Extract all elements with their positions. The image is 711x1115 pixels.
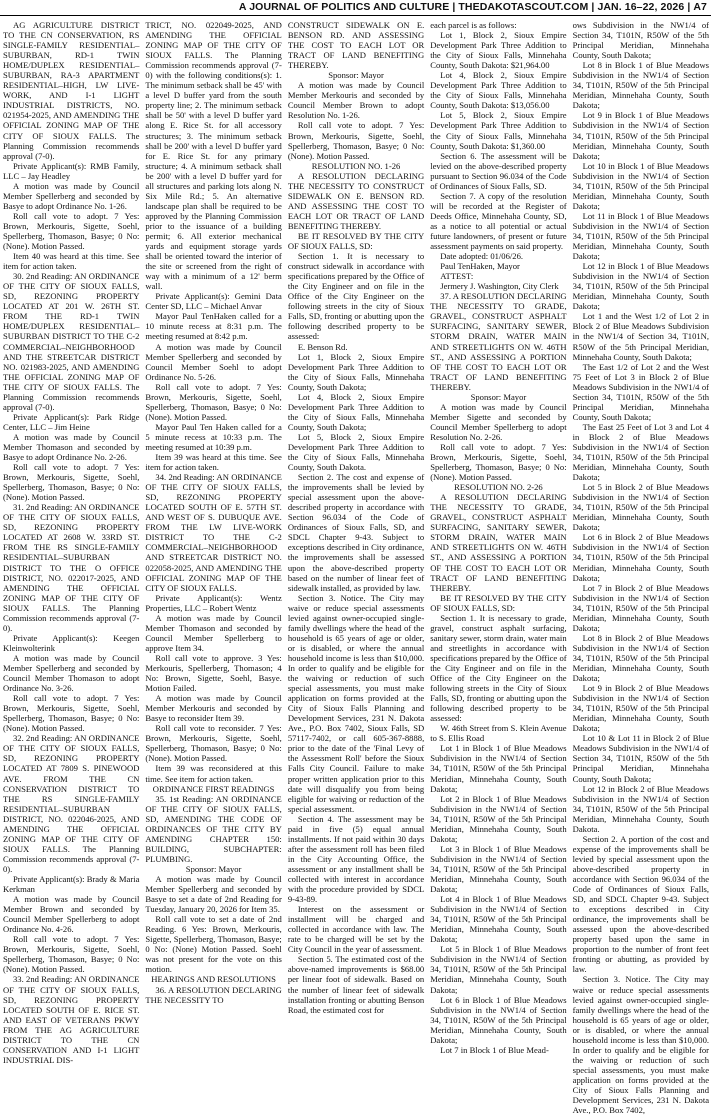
paragraph: A motion was made by Council Member Brown and seconded by Council Member Spellerberg to adopt Ordinance No. 4-26. [3, 894, 140, 935]
paragraph: Interest on the assessment or installment will be charged and collected in accordance with law. The rate to be charged will be set by the City Council in the year of assessment. [287, 904, 425, 955]
column-4 [430, 20, 566, 1080]
paragraph: Section 7. A copy of the resolution will be recorded at the Register of Deeds Office, Minnehaha County, SD, as a notice to all potential or actual future landowners, of present or future assessment payments on said property. [430, 190, 567, 252]
paragraph: Roll call vote to reconsider. 7 Yes: Brown, Merkouris, Sigette, Soehl, Spellerberg, Thomason, Basye; 0 No: (None). Motion Passed. [145, 723, 282, 764]
paragraph: Lot 1, Block 2, Sioux Empire Development Park Three Addition to the City of Sioux Falls, Minnehaha County, South Dakota; [287, 351, 425, 392]
paragraph: Lot 5, Block 2, Sioux Empire Development Park Three Addition to the City of Sioux Falls, Minnehaha County, South Dakota. [287, 431, 425, 473]
paragraph: Roll call vote to set a date of 2nd Reading. 6 Yes: Brown, Merkouris, Sigette, Spellerberg, Thomason, Basye; 0 No: (None) Motion Passed. Soehl was not present for the vote on this motion. [145, 914, 282, 975]
paragraph: Section 1. It is necessary to construct sidewalk in accordance with specifications prepared by the Office of the City Engineer and on file in the Office of the City Engineer on the following streets in the city of Sioux Falls, SD, fronting or abutting upon the following described property to be assessed: [287, 251, 425, 342]
paragraph: 36. A RESOLUTION DECLARING THE NECESSITY TO [145, 984, 282, 1005]
paragraph: Lot 7 in Block 2 of Blue Meadows Subdivision in the NW1/4 of Section 34, T101N, R50W of the 5th Principal Meridian, Minnehaha County, South Dakota; [572, 582, 710, 633]
paragraph: Section 2. The cost and expense of the improvements shall be levied by special assessment upon the above-described property in accordance with Section 96.034 of the Code of Ordinances of Sioux Falls, SD, and SDCL Chapter 9-43. Subject to exceptions described in City ordinance, the improvements shall be assessed upon the above-described property based on the number of linear feet of sidewalk installed, as provided by law. [287, 472, 425, 593]
paragraph: Mayor Paul Ten Haken called for a 5 minute recess at 10:33 p.m. The meeting resumed at 10:39 p.m. [145, 421, 282, 452]
paragraph: Lot 3 in Block 1 of Blue Meadows Subdivision in the NW1/4 of Section 34, T101N, R50W of the 5th Principal Meridian, Minnehaha County, South Dakota; [430, 843, 567, 895]
column-5 [572, 20, 710, 1115]
legal-notice-columns [3, 20, 710, 1115]
paragraph: RESOLUTION NO. 1-26 [311, 160, 401, 171]
paragraph: Roll call vote to adopt. 7 Yes: Brown, Merkouris, Sigette, Soehl, Spellerberg, Thomason, Basye; 0 No: (None). Motion Passed. [145, 381, 282, 422]
paragraph: Item 40 was heard at this time. See item for action taken. [3, 251, 140, 272]
paragraph: CONSTRUCT SIDEWALK ON E. BENSON RD. AND ASSESSING THE COST TO EACH LOT OR TRACT OF LAND BENEFITING THEREBY. [287, 20, 425, 71]
paragraph: Section 3. Notice. The City may waive or reduce special assessments levied against owner-occupied single-family dwellings where the head of the household is 65 years of age or older, or is disabled, or where the annual household income is less than $10,000. In order to qualify and be eligible for the waiving or reduction of such special assessments, you must make application on forms provided at the City of Sioux Falls Planning and Development Services, 231 N. Dakota Ave., P.O. Box 7402, [572, 974, 710, 1115]
column-3 [288, 20, 424, 1080]
paragraph: Section 2. A portion of the cost and expense of the improvements shall be levied by special assessment upon the above-described property in accordance with Section 96.034 of the Code of Ordinances of Sioux Falls, SD, and SDCL Chapter 9-43. Subject to exceptions described in City ordinance, the improvements shall be assessed upon the above-described property based upon the same in proportion to the number of front feet fronting or abutting, as provided by law. [572, 833, 710, 975]
paragraph: Date adopted: 01/06/26. [440, 251, 524, 262]
column-1 [3, 20, 139, 1080]
paragraph: Sponsor: Mayor [185, 863, 242, 874]
paragraph: Section 5. The estimated cost of the above-named improvements is $68.00 per linear foot of sidewalk. Based on the number of linear feet of sidewalk installation fronting or abutting Benson Road, the estimated cost for [287, 954, 425, 1015]
issue-dates: JAN. 16–22, 2026 [597, 1, 685, 13]
paragraph: each parcel is as follows: [430, 20, 517, 30]
paragraph: E. Benson Rd. [297, 341, 348, 352]
paragraph: Lot 2 in Block 1 of Blue Meadows Subdivision in the NW1/4 of Section 34, T101N, R50W of the 5th Principal Meridian, Minnehaha County, South Dakota; [430, 793, 567, 844]
paragraph: W. 46th Street from S. Klein Avenue to S. Ellis Road [430, 723, 567, 744]
paragraph: 31. 2nd Reading: AN ORDINANCE OF THE CITY OF SIOUX FALLS, SD, REZONING PROPERTY LOCATED AT 2608 W. 33RD ST. FROM THE RS SINGLE-FAMILY RESIDENTIAL–SUBURBAN DISTRICT TO THE O OFFICE DISTRICT, NO. 022017-2025, AND AMENDING THE OFFICIAL ZONING MAP OF THE CITY OF SIOUX FALLS. The Planning Commission recommends approval (7-0). [3, 502, 140, 633]
paragraph: Sponsor: Mayor [470, 391, 527, 402]
paragraph: ORDINANCE FIRST READINGS [152, 783, 275, 794]
paragraph: 32. 2nd Reading: AN ORDINANCE OF THE CITY OF SIOUX FALLS, SD, REZONING PROPERTY LOCATED AT 7809 S. PINEWOOD AVE. FROM THE CN CONSERVATION DISTRICT TO THE RS SINGLE-FAMILY RESIDENTIAL–SUBURBAN DISTRICT, NO. 022046-2025, AND AMENDING THE OFFICIAL ZONING MAP OF THE CITY OF SIOUX FALLS. The Planning Commission recommends approval (7-0). [3, 733, 140, 874]
paragraph: Lot 4, Block 2, Sioux Empire Development Park Three Addition to the City of Sioux Falls, Minnehaha County, South Dakota; [287, 391, 425, 432]
paragraph: Lot 6 in Block 2 of Blue Meadows Subdivision in the NW1/4 of Section 34, T101N, R50W of the 5th Principal Meridian, Minnehaha County, South Dakota; [572, 532, 710, 583]
paragraph: 34. 2nd Reading: AN ORDINANCE OF THE CITY OF SIOUX FALLS, SD, REZONING PROPERTY LOCATED SOUTH OF E. 57TH ST. AND WEST OF S. DUBUQUE AVE. FROM THE LW LIVE-WORK DISTRICT TO THE C-2 COMMERCIAL–NEIGHBORHOOD AND STREETCAR DISTRICT NO. 022058-2025, AND AMENDING THE OFFICIAL ZONING MAP OF THE CITY OF SIOUX FALLS. [145, 472, 282, 593]
paragraph: Lot 5 in Block 2 of Blue Meadows Subdivision in the NW1/4 of Section 34, T101N, R50W of the 5th Principal Meridian, Minnehaha County, South Dakota; [572, 482, 710, 533]
paragraph: A RESOLUTION DECLARING THE NECESSITY TO GRADE, GRAVEL, CONSTRUCT ASPHALT SURFACING, SANITARY SEWER, STORM DRAIN, WATER MAIN AND STREETLIGHTS ON W. 46TH ST., AND ASSESSING A PORTION OF THE COST TO EACH LOT OR TRACT OF LAND BENEFITING THEREBY. [430, 492, 567, 593]
paragraph: 35. 1st Reading: AN ORDINANCE OF THE CITY OF SIOUX FALLS, SD, AMENDING THE CODE OF ORDINANCES OF THE CITY BY AMENDING CHAPTER 150: BUILDING, SUBCHAPTER: PLUMBING. [145, 793, 282, 864]
paragraph: Section 3. Notice. The City may waive or reduce special assessments levied against owner-occupied single-family dwellings where the head of the household is 65 years of age or older, or is disabled, or where the annual household income is less than $10,000. In order to qualify and be eligible for the waiving or reduction of such special assessments, you must make application on forms provided at the City of Sioux Falls Planning and Development Services, 231 N. Dakota Ave., P.O. Box 7402, Sioux Falls, SD 57117-7402, or call 605-367-8888, prior to the date of the 'Final Levy of the Assessment Roll' before the Sioux Falls City Council. Failure to make proper written application prior to this date will disqualify you from being eligible for waiving or reduction of the special assessment. [287, 592, 425, 814]
paragraph: BE IT RESOLVED BY THE CITY OF SIOUX FALLS, SD: [430, 592, 567, 613]
paragraph: 37. A RESOLUTION DECLARING THE NECESSITY TO GRADE, GRAVEL, CONSTRUCT ASPHALT SURFACING, SANITARY SEWER, STORM DRAIN, WATER MAIN AND STREETLIGHTS ON W. 46TH ST., AND ASSESSING A PORTION OF THE COST TO EACH LOT OR TRACT OF LAND BENEFITING THEREBY. [430, 291, 567, 392]
paragraph: The East 25 Feet of Lot 3 and Lot 4 in Block 2 of Blue Meadows Subdivision in the NW1/4 of Section 34, T101N, R50W of the 5th Principal Meridian, Minnehaha County, South Dakota; [572, 421, 710, 483]
paragraph: A motion was made by Council Member Spellerberg and seconded by Basye to set a date of 2nd Reading for Tuesday, January 20, 2026 for Item 35. [145, 873, 282, 915]
paragraph: Item 39 was reconsidered at this time. See item for action taken. [145, 763, 282, 784]
paragraph: Roll call vote to adopt. 7 Yes: Brown, Merkouris, Sigette, Soehl, Spellerberg, Thomason, Basye; 0 No: (None). Motion Passed. [3, 934, 140, 975]
page-masthead: A JOURNAL OF POLITICS AND CULTURE | THEDAKOTASCOUT.COM | JAN. 16–22, 2026 | A7 [0, 0, 711, 16]
paragraph: Section 4. The assessment may be paid in five (5) equal annual installments. If not paid within 30 days after the assessment roll has been filed in the City Accounting Office, the assessment or any installment shall be collected with interest in accordance with the procedure provided by SDCL 9-43-89. [287, 813, 425, 905]
paragraph: Lot 5, Block 2, Sioux Empire Development Park Three Addition to the City of Sioux Falls, Minnehaha County, South Dakota: $1,360.00 [430, 110, 567, 151]
paragraph: A motion was made by Council Member Spellerberg and seconded by Basye to adopt Ordinance No. 1-26. [3, 180, 140, 211]
paragraph: Private Applicant(s): Keegen Kleinwolterink [3, 632, 140, 653]
paragraph: Lot 1, Block 2, Sioux Empire Development Park Three Addition to the City of Sioux Falls, Minnehaha County, South Dakota: $21,964.00 [430, 30, 567, 71]
paragraph: Lot 4, Block 2, Sioux Empire Development Park Three Addition to the City of Sioux Falls, Minnehaha County, South Dakota: $13,056.00 [430, 70, 567, 111]
paragraph: Lot 1 in Block 1 of Blue Meadows Subdivision in the NW1/4 of Section 34, T101N, R50W of the 5th Principal Meridian, Minnehaha County, South Dakota; [430, 743, 567, 794]
paragraph: Paul TenHaken, Mayor [440, 261, 520, 272]
column-2 [145, 20, 281, 1080]
paragraph: Lot 8 in Block 2 of Blue Meadows Subdivision in the NW1/4 of Section 34, T101N, R50W of the 5th Principal Meridian, Minnehaha County, South Dakota; [572, 632, 710, 684]
paragraph: Roll call vote to adopt. 7 Yes: Brown, Merkouris, Sigette, Soehl, Spellerberg, Thomason, Basye; 0 No: (None). Motion Passed. [3, 210, 140, 252]
paragraph: AG AGRICULTURE DISTRICT TO THE CN CONSERVATION, RS SINGLE-FAMILY RESIDENTIAL–SUBURBAN, RD-1 TWIN HOME/DUPLEX RESIDENTIAL–SUBURBAN, RA-3 APARTMENT RESIDENTIAL–HIGH, LW LIVE-WORK, AND I-1 LIGHT INDUSTRIAL DISTRICTS, NO. 021954-2025, AND AMENDING THE OFFICIAL ZONING MAP OF THE CITY OF SIOUX FALLS. The Planning Commission recommends approval (7-0). [3, 20, 140, 161]
publication-tagline: A JOURNAL OF POLITICS AND CULTURE [238, 1, 450, 13]
paragraph: 30. 2nd Reading: AN ORDINANCE OF THE CITY OF SIOUX FALLS, SD, REZONING PROPERTY LOCATED AT 201 W. 26TH ST. FROM THE RD-1 TWIN HOME/DUPLEX RESIDENTIAL–SUBURBAN DISTRICT TO THE C-2 COMMERCIAL–NEIGHBORHOOD AND THE STREETCAR DISTRICT NO. 021983-2025, AND AMENDING THE OFFICIAL ZONING MAP OF THE CITY OF SIOUX FALLS. The Planning Commission recommends approval (7-0). [3, 271, 140, 412]
paragraph: Private Applicant(s): Park Ridge Center, LLC – Jim Heine [3, 411, 140, 432]
paragraph: Private Applicant(s): RMB Family, LLC – Jay Headley [3, 160, 140, 181]
paragraph: Lot 4 in Block 1 of Blue Meadows Subdivision in the NW1/4 of Section 34, T101N, R50W of the 5th Principal Meridian, Minnehaha County, South Dakota; [430, 894, 567, 945]
paragraph: Roll call vote to adopt. 7 Yes: Brown, Merkouris, Sigette, Soehl, Spellerberg, Thomason, Basye; 0 No: (None). Motion Passed. [3, 693, 140, 734]
paragraph: RESOLUTION NO. 2-26 [454, 482, 543, 493]
paragraph: Lot 7 in Block 1 of Blue Mead- [440, 1044, 549, 1055]
paragraph: Lot 10 in Block 1 of Blue Meadows Subdivision in the NW1/4 of Section 34, T101N, R50W of the 5th Principal Meridian, Minnehaha County, South Dakota; [572, 160, 710, 211]
paragraph: Item 39 was heard at this time. See item for action taken. [145, 452, 282, 473]
paragraph: A RESOLUTION DECLARING THE NECESSITY TO CONSTRUCT SIDEWALK ON E. BENSON RD. AND ASSESSING THE COST TO EACH LOT OR TRACT OF LAND BENEFITING THEREBY. [287, 170, 425, 231]
paragraph: Lot 9 in Block 1 of Blue Meadows Subdivision in the NW1/4 of Section 34, T101N, R50W of the 5th Principal Meridian, Minnehaha County, South Dakota; [572, 110, 710, 161]
paragraph: A motion was made by Council Member Spellerberg and seconded by Council Member Thomason to adopt Ordinance No. 3-26. [3, 652, 140, 694]
paragraph: The East 1/2 of Lot 2 and the West 75 Feet of Lot 3 in Block 2 of Blue Meadows Subdivision in the NW1/4 of Section 34, T101N, R50W of the 5th Principal Meridian, Minnehaha County, South Dakota; [572, 361, 710, 422]
paragraph: Lot 5 in Block 1 of Blue Meadows Subdivision in the NW1/4 of Section 34, T101N, R50W of the 5th Principal Meridian, Minnehaha County, South Dakota; [430, 944, 567, 995]
paragraph: TRICT, NO. 022049-2025, AND AMENDING THE OFFICIAL ZONING MAP OF THE CITY OF SIOUX FALLS. The Planning Commission recommends approval (7-0) with the following conditions(s): 1. The minimum setback shall be 45' with a level D buffer yard from the south property line; 2. The minimum setback shall be 50' with a level D buffer yard along E. Rice St. for all accessory structures; 3. The minimum setback shall be 200' with a level D buffer yard for E. Rice St. for any primary structure; 4. A minimum setback shall be 200' with a level D buffer yard for all structures and parking lots along N. Six Mile Rd.; 5. An alternative landscape plan shall be required to be approved by the Planning Commission prior to the issuance of a building permit; 6. All exterior mechanical yards and equipment storage yards shall be oriented toward the interior of the site or screened from the right of way with a minimum of a 12' berm wall. [145, 20, 282, 292]
paragraph: HEARINGS AND RESOLUTIONS [151, 974, 276, 985]
site-name: THEDAKOTASCOUT.COM [458, 1, 589, 13]
paragraph: Lot 12 in Block 2 of Blue Meadows Subdivision in the NW1/4 of Section 34, T101N, R50W of the 5th Principal Meridian, Minnehaha County, South Dakota. [572, 783, 710, 834]
paragraph: Section 1. It is necessary to grade, gravel, construct asphalt surfacing, sanitary sewer, storm drain, water main and streetlights in accordance with specifications prepared by the Office of the City Engineer and on file in the Office of the City Engineer on the following streets in the City of Sioux Falls, SD, fronting or abutting upon the following described property to be assessed: [430, 612, 567, 724]
paragraph: Lot 9 in Block 2 of Blue Meadows Subdivision in the NW1/4 of Section 34, T101N, R50W of the 5th Principal Meridian, Minnehaha County, South Dakota; [572, 683, 710, 734]
paragraph: A motion was made by Council Member Merkouris and seconded by Basye to reconsider Item 39. [145, 693, 282, 724]
paragraph: Roll call vote to adopt. 7 Yes: Brown, Merkouris, Sigette, Soehl, Spellerberg, Thomason, Basye; 0 No: (None). Motion Passed. [3, 462, 140, 503]
paragraph: Sponsor: Mayor [328, 70, 384, 81]
paragraph: A motion was made by Council Member Thomason and seconded by Council Member Spellerberg to approve Item 34. [145, 612, 282, 653]
paragraph: Roll call vote to approve. 3 Yes: Merkouris, Spellerberg, Thomason; 4 No: Brown, Sigette, Soehl, Basye. Motion Failed. [145, 652, 282, 694]
paragraph: Roll call vote to adopt. 7 Yes: Brown, Merkouris, Sigette, Soehl, Spellerberg, Thomason, Basye; 0 No: (None). Motion Passed. [430, 441, 567, 483]
paragraph: Mayor Paul TenHaken called for a 10 minute recess at 8:31 p.m. The meeting resumed at 8:42 p.m. [145, 311, 282, 342]
paragraph: Roll call vote to adopt. 7 Yes: Brown, Merkouris, Sigette, Soehl, Spellerberg, Thomason, Basye; 0 No: (None). Motion Passed. [287, 120, 425, 161]
paragraph: Lot 11 in Block 1 of Blue Meadows Subdivision in the NW1/4 of Section 34, T101N, R50W of the 5th Principal Meridian, Minnehaha County, South Dakota; [572, 210, 710, 262]
paragraph: Private Applicant(s): Gemini Data Center SD, LLC – Michael Anvar [145, 291, 282, 312]
paragraph: Private Applicant(s): Brady & Maria Kerkman [3, 873, 140, 895]
paragraph: A motion was made by Council Member Thomason and seconded by Basye to adopt Ordinance No. 2-26. [3, 431, 140, 463]
paragraph: BE IT RESOLVED BY THE CITY OF SIOUX FALLS, SD: [287, 230, 425, 252]
paragraph: Jermery J. Washington, City Clerk [440, 281, 559, 292]
paragraph: A motion was made by Council Member Merkouris and seconded by Council Member Brown to adopt Resolution No. 1-26. [287, 80, 425, 121]
paragraph: A motion was made by Council Member Sigette and seconded by Council Member Spellerberg to adopt Resolution No. 2-26. [430, 401, 567, 442]
paragraph: Section 6. The assessment will be levied on the above-described property pursuant to Section 96.034 of the Code of Ordinances of Sioux Falls, SD. [430, 150, 567, 191]
paragraph: ows Subdivision in the NW1/4 of Section 34, T101N, R50W of the 5th Principal Meridian, Minnehaha County, South Dakota; [572, 20, 710, 61]
paragraph: Lot 1 and the West 1/2 of Lot 2 in Block 2 of Blue Meadows Subdivision in the NW1/4 of Section 34, T101N, R50W of the 5th Principal Meridian, Minnehaha County, South Dakota; [572, 311, 710, 362]
paragraph: Lot 10 & Lot 11 in Block 2 of Blue Meadows Subdivision in the NW1/4 of Section 34, T101N, R50W of the 5th Principal Meridian, Minnehaha County, South Dakota; [572, 733, 710, 784]
paragraph: Lot 8 in Block 1 of Blue Meadows Subdivision in the NW1/4 of Section 34, T101N, R50W of the 5th Principal Meridian, Minnehaha County, South Dakota; [572, 60, 710, 111]
paragraph: ATTEST: [440, 271, 474, 282]
paragraph: Lot 12 in Block 1 of Blue Meadows Subdivision in the NW1/4 of Section 34, T101N, R50W of the 5th Principal Meridian, Minnehaha County, South Dakota; [572, 261, 710, 312]
paragraph: A motion was made by Council Member Spellerberg and seconded by Council Member Soehl to adopt Ordinance No. 5-26. [145, 341, 282, 382]
page-number: A7 [693, 1, 707, 13]
paragraph: 33. 2nd Reading: AN ORDINANCE OF THE CITY OF SIOUX FALLS, SD, REZONING PROPERTY LOCATED SOUTH OF E. RICE ST. AND EAST OF VETERANS PKWY FROM THE AG AGRICULTURE DISTRICT TO THE CN CONSERVATION AND I-1 LIGHT INDUSTRIAL DIS- [3, 974, 140, 1065]
paragraph: Lot 6 in Block 1 of Blue Meadows Subdivision in the NW1/4 of Section 34, T101N, R50W of the 5th Principal Meridian, Minnehaha County, South Dakota; [430, 994, 567, 1045]
paragraph: Private Applicant(s): Wentz Properties, LLC – Robert Wentz [145, 592, 282, 613]
